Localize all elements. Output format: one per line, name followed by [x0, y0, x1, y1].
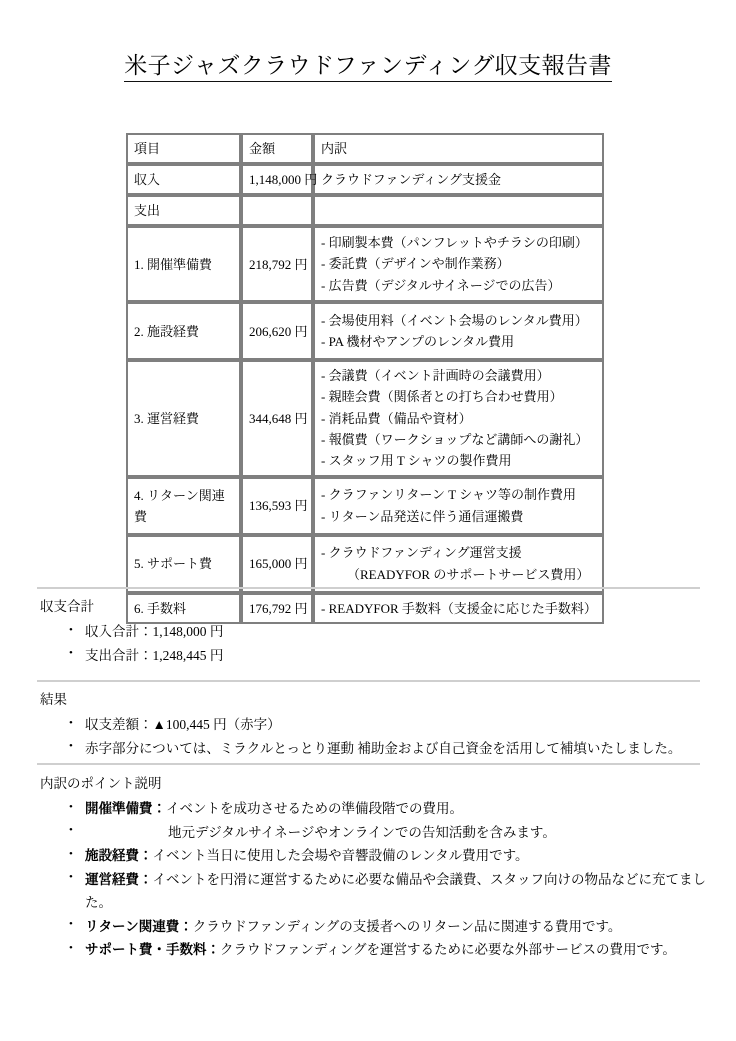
page-title-text: 米子ジャズクラウドファンディング収支報告書 [124, 53, 612, 82]
result-list-item: • 赤字部分については、ミラクルとっとり運動 補助金および自己資金を活用して補填いたしました。 [40, 737, 720, 760]
page-title [0, 50, 736, 81]
table-cell-detail [313, 302, 604, 360]
detail-list [321, 542, 597, 585]
section-divider-2 [37, 680, 700, 682]
budget-table-body [126, 133, 604, 624]
points-item-text: イベント当日に使用した会場や音響設備のレンタル費用です。 [152, 848, 529, 864]
detail-list [321, 310, 597, 353]
points-item-lead: 開催準備費： [85, 801, 166, 817]
table-cell-amount: 218,792 円 [241, 226, 313, 302]
table-row [126, 360, 604, 477]
budget-table [126, 133, 604, 624]
points-list-item [40, 844, 720, 867]
result-heading: 結果 [40, 692, 67, 707]
table-header-desc: 内訳 [313, 133, 604, 164]
table-cell-item: 3. 運営経費 [126, 360, 241, 477]
detail-list-item: - クラウドファンディング運営支援 [321, 545, 522, 561]
table-cell-item: 5. サポート費 [126, 535, 241, 593]
table-cell-detail: クラウドファンディング支援金 [313, 164, 604, 195]
table-cell-detail [313, 195, 604, 226]
table-cell-item: 2. 施設経費 [126, 302, 241, 360]
totals-heading: 収支合計 [40, 599, 94, 614]
table-cell-item: 収入 [126, 164, 241, 195]
points-item-text: クラウドファンディングの支援者へのリターン品に関連する費用です。 [192, 918, 622, 934]
table-row [126, 164, 604, 195]
section-divider-1 [37, 587, 700, 589]
points-list [40, 797, 720, 961]
points-item-lead: 施設経費： [85, 848, 153, 864]
detail-list-item: - 広告費（デジタルサイネージでの広告） [321, 277, 561, 293]
table-cell-amount: 344,648 円 [241, 360, 313, 477]
detail-list-item: - スタッフ用 T シャツの製作費用 [321, 453, 512, 469]
result-list-item: • 収支差額：▲100,445 円（赤字） [40, 713, 720, 736]
points-list-item [40, 915, 720, 938]
table-row [126, 302, 604, 360]
points-heading: 内訳のポイント説明 [40, 776, 162, 791]
points-item-lead: リターン関連費： [85, 918, 193, 934]
points-item-lead: サポート費・手数料： [85, 942, 220, 958]
points-list-item [40, 797, 720, 820]
detail-list-item: - 報償費（ワークショップなど講師への謝礼） [321, 432, 589, 448]
table-cell-item: 1. 開催準備費 [126, 226, 241, 302]
table-header-row [126, 133, 604, 164]
detail-list-item: - 会議費（イベント計画時の会議費用） [321, 368, 550, 384]
table-row [126, 226, 604, 302]
points-list-item [40, 868, 720, 915]
section-divider-3 [37, 763, 700, 765]
table-cell-detail [313, 477, 604, 535]
table-cell-item: 4. リターン関連費 [126, 477, 241, 535]
detail-list-item: - 委託費（デザインや制作業務） [321, 256, 510, 272]
detail-list-item: （READYFOR のサポートサービス費用） [347, 566, 590, 582]
detail-list-item: - 印刷製本費（パンフレットやチラシの印刷） [321, 235, 588, 251]
table-header-item: 項目 [126, 133, 241, 164]
points-item-lead: 運営経費： [85, 871, 153, 887]
points-item-text: イベントを円滑に運営するために必要な備品や会議費、スタッフ向けの物品などに充てました。 [85, 871, 706, 911]
detail-list-item: - クラファンリターン T シャツ等の制作費用 [321, 487, 577, 503]
detail-list-item: - READYFOR 手数料（支援金に応じた手数料） [321, 600, 597, 616]
points-list-item [40, 938, 720, 961]
table-cell-amount: 1,148,000 円 [241, 164, 313, 195]
section-totals [40, 597, 720, 667]
table-header-amt: 金額 [241, 133, 313, 164]
detail-list-item: - リターン品発送に伴う通信運搬費 [321, 508, 524, 524]
points-list-item [40, 821, 720, 844]
totals-list-item: • 収入合計：1,148,000 円 [40, 620, 720, 643]
points-item-text: 地元デジタルサイネージやオンラインでの告知活動を含みます。 [168, 824, 556, 840]
detail-list [321, 232, 597, 296]
table-cell-detail [313, 360, 604, 477]
budget-table-container [126, 133, 604, 624]
table-cell-amount: 206,620 円 [241, 302, 313, 360]
table-cell-amount [241, 195, 313, 226]
detail-list-item: - 会場使用料（イベント会場のレンタル費用） [321, 312, 588, 328]
table-cell-detail [313, 226, 604, 302]
table-cell-amount: 176,792 円 [241, 593, 313, 624]
table-cell-item: 支出 [126, 195, 241, 226]
result-list [40, 713, 720, 760]
detail-list-item: - 親睦会費（関係者との打ち合わせ費用） [321, 389, 563, 405]
table-row [126, 195, 604, 226]
detail-list-item: - PA 機材やアンプのレンタル費用 [321, 334, 515, 350]
points-item-text: クラウドファンディングを運営するために必要な外部サービスの費用です。 [220, 942, 676, 958]
table-cell-amount: 165,000 円 [241, 535, 313, 593]
points-item-text: イベントを成功させるための準備段階での費用。 [166, 801, 463, 817]
totals-list [40, 620, 720, 667]
table-row [126, 477, 604, 535]
section-points [40, 774, 720, 962]
totals-list-item: • 支出合計：1,248,445 円 [40, 644, 720, 667]
table-cell-amount: 136,593 円 [241, 477, 313, 535]
section-result [40, 690, 720, 760]
detail-list [321, 365, 597, 472]
table-cell-detail [313, 535, 604, 593]
table-cell-item: 6. 手数料 [126, 593, 241, 624]
detail-list-item: - 消耗品費（備品や資材） [321, 410, 472, 426]
table-row [126, 535, 604, 593]
detail-list [321, 484, 597, 527]
